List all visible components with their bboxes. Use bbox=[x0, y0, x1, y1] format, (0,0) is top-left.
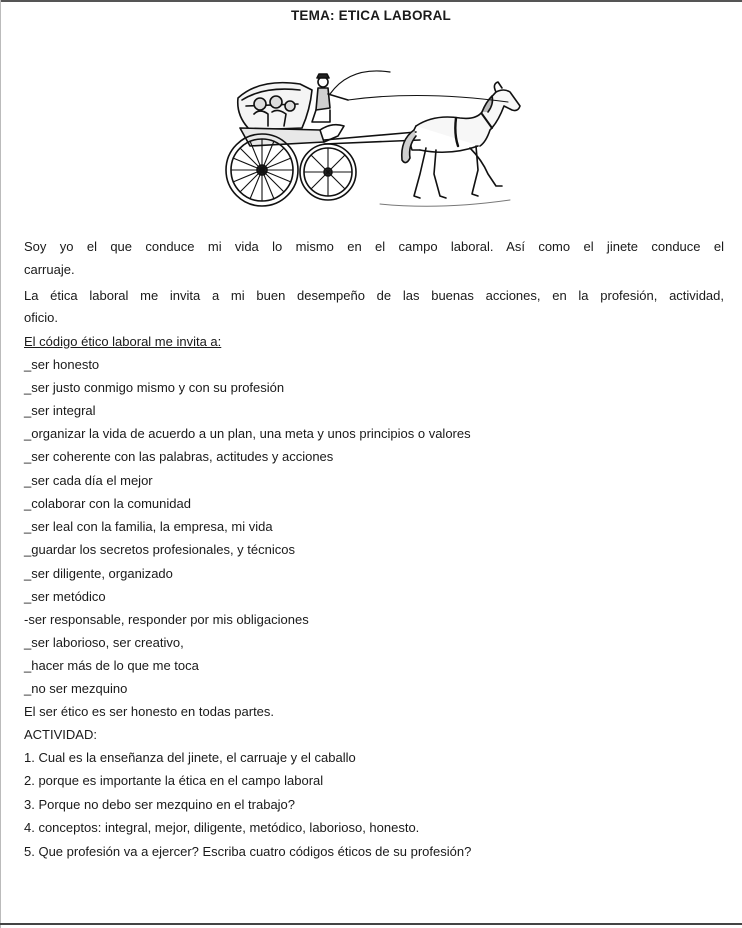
intro-paragraph-line-4: oficio. bbox=[24, 310, 58, 325]
code-item: _ser coherente con las palabras, actitudes y acciones bbox=[24, 449, 334, 464]
activity-item: 5. Que profesión va a ejercer? Escriba cuatro códigos éticos de su profesión? bbox=[24, 844, 472, 859]
activity-heading: ACTIVIDAD: bbox=[24, 727, 97, 742]
code-item: _guardar los secretos profesionales, y técnicos bbox=[24, 542, 295, 557]
code-item: _ser cada día el mejor bbox=[24, 473, 153, 488]
activity-item: 1. Cual es la enseñanza del jinete, el carruaje y el caballo bbox=[24, 750, 356, 765]
code-item: _ser laborioso, ser creativo, bbox=[24, 635, 184, 650]
bottom-border bbox=[0, 923, 742, 925]
code-item: _organizar la vida de acuerdo a un plan, una meta y unos principios o valores bbox=[24, 426, 471, 441]
code-item: _ser metódico bbox=[24, 589, 106, 604]
intro-paragraph-line-3: La ética laboral me invita a mi buen desempeño de las buenas acciones, en la profesión, actividad, bbox=[24, 288, 724, 303]
activity-item: 3. Porque no debo ser mezquino en el trabajo? bbox=[24, 797, 296, 812]
code-item: _ser honesto bbox=[24, 357, 100, 372]
closing-statement: El ser ético es ser honesto en todas partes. bbox=[24, 704, 275, 719]
intro-paragraph-line-1: Soy yo el que conduce mi vida lo mismo en el campo laboral. Así como el jinete conduce el bbox=[24, 239, 724, 254]
code-item: _ser diligente, organizado bbox=[24, 566, 173, 581]
code-item: _no ser mezquino bbox=[24, 681, 128, 696]
code-item: _colaborar con la comunidad bbox=[24, 496, 191, 511]
top-border bbox=[0, 0, 742, 2]
page-title: TEMA: ETICA LABORAL bbox=[290, 8, 452, 23]
left-border bbox=[0, 0, 1, 928]
intro-paragraph-line-2: carruaje. bbox=[24, 262, 75, 277]
code-item: _hacer más de lo que me toca bbox=[24, 658, 199, 673]
code-item: _ser leal con la familia, la empresa, mi vida bbox=[24, 519, 273, 534]
code-item: _ser integral bbox=[24, 403, 96, 418]
activity-item: 4. conceptos: integral, mejor, diligente, metódico, laborioso, honesto. bbox=[24, 820, 420, 835]
horse-carriage-icon bbox=[220, 70, 525, 220]
activity-item: 2. porque es importante la ética en el campo laboral bbox=[24, 773, 324, 788]
code-item: -ser responsable, responder por mis obligaciones bbox=[24, 612, 309, 627]
code-item: _ser justo conmigo mismo y con su profesión bbox=[24, 380, 285, 395]
code-heading: El código ético laboral me invita a: bbox=[24, 334, 222, 349]
